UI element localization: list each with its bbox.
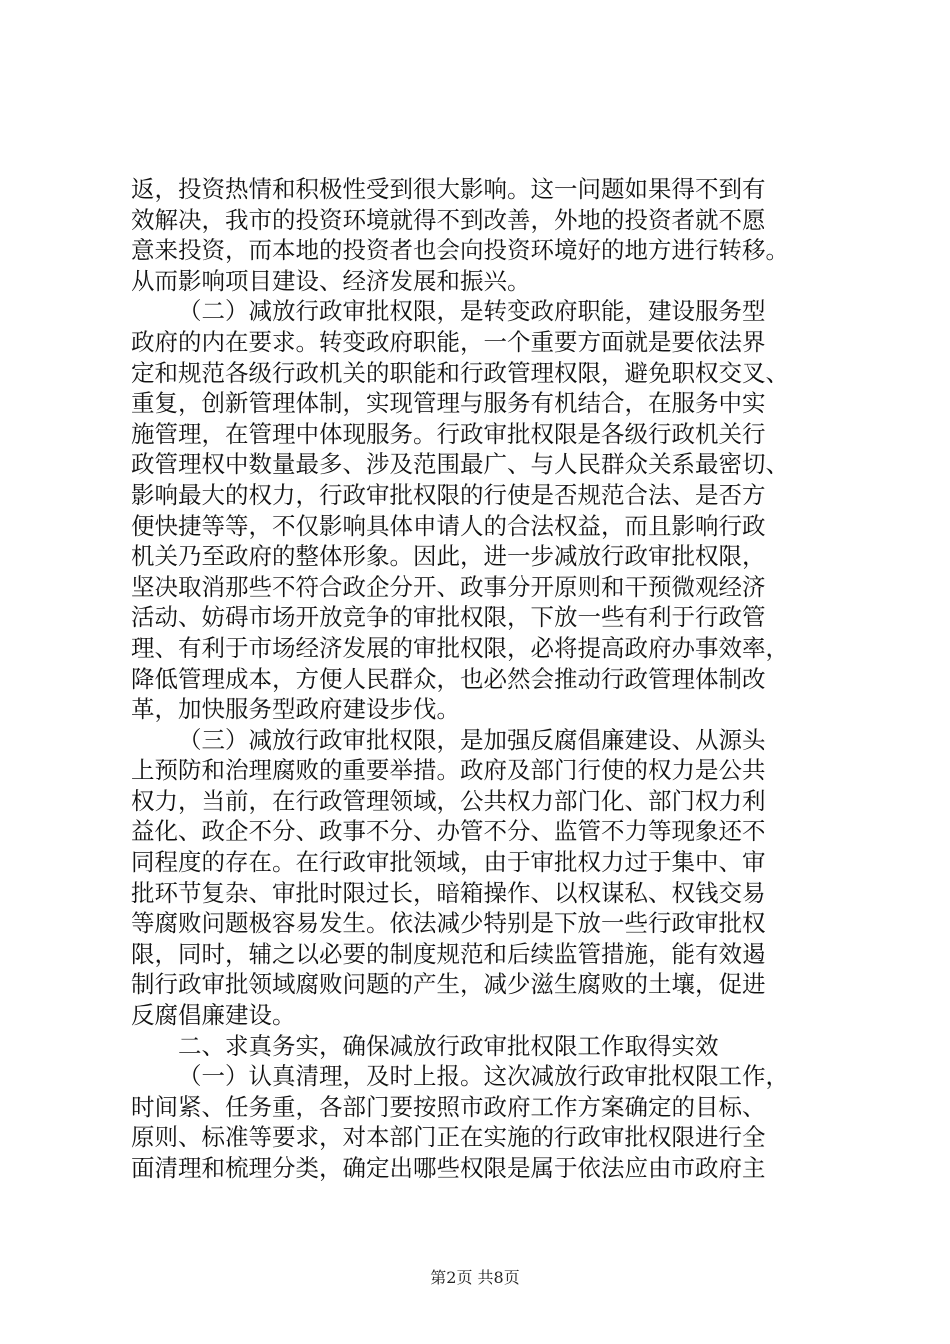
- paragraph-section-2: （二）减放行政审批权限，是转变政府职能，建设服务型 政府的内在要求。转变政府职能，一个重要方面就是要依法界 定和规范各级行政机关的职能和行政管理权限，避免职权交叉、 重复，创新管理体制，实现管理与服务有机结合，在服务中实 施管理，在管理中体现服务。行政审批权限是各级行政机关行 政管理权中数量最多、涉及范围最广、与人民群众关系最密切、 影响最大的权力，行政审批权限的行使是否规范合法、是否方 便快捷等等，不仅影响具体申请人的合法权益，而且影响行政 机关乃至政府的整体形象。因此，进一步减放行政审批权限， 坚决取消那些不符合政企分开、政事分开原则和干预微观经济 活动、妨碍市场开放竞争的审批权限，下放一些有利于行政管 理、有利于市场经济发展的审批权限，必将提高政府办事效率， 降低管理成本，方便人民群众，也必然会推动行政管理体制改 革，加快服务型政府建设步伐。: [131, 297, 789, 724]
- document-body: [131, 174, 841, 1184]
- paragraph-part-two-item-1: （一）认真清理，及时上报。这次减放行政审批权限工作， 时间紧、任务重，各部门要按照市政府工作方案确定的目标、 原则、标准等要求，对本部门正在实施的行政审批权限进行全 面清理和梳理分类，确定出哪些权限是属于依法应由市政府主: [131, 1062, 789, 1182]
- paragraph-continuation: 返，投资热情和积极性受到很大影响。这一问题如果得不到有 效解决，我市的投资环境就得不到改善，外地的投资者就不愿 意来投资，而本地的投资者也会向投资环境好的地方进行转移。 从而影响项目建设、经济发展和振兴。: [131, 175, 789, 295]
- page-footer: 第2页 共8页: [430, 1268, 520, 1287]
- heading-part-two: 二、求真务实，确保减放行政审批权限工作取得实效: [178, 1031, 719, 1060]
- paragraph-section-3: （三）减放行政审批权限，是加强反腐倡廉建设、从源头 上预防和治理腐败的重要举措。政府及部门行使的权力是公共 权力，当前，在行政管理领域，公共权力部门化、部门权力利 益化、政企不分、政事不分、办管不分、监管不力等现象还不 同程度的存在。在行政审批领域，由于审批权力过于集中、审 批环节复杂、审批时限过长，暗箱操作、以权谋私、权钱交易 等腐败问题极容易发生。依法减少特别是下放一些行政审批权 限，同时，辅之以必要的制度规范和后续监管措施，能有效遏 制行政审批领域腐败问题的产生，减少滋生腐败的土壤，促进 反腐倡廉建设。: [131, 725, 766, 1030]
